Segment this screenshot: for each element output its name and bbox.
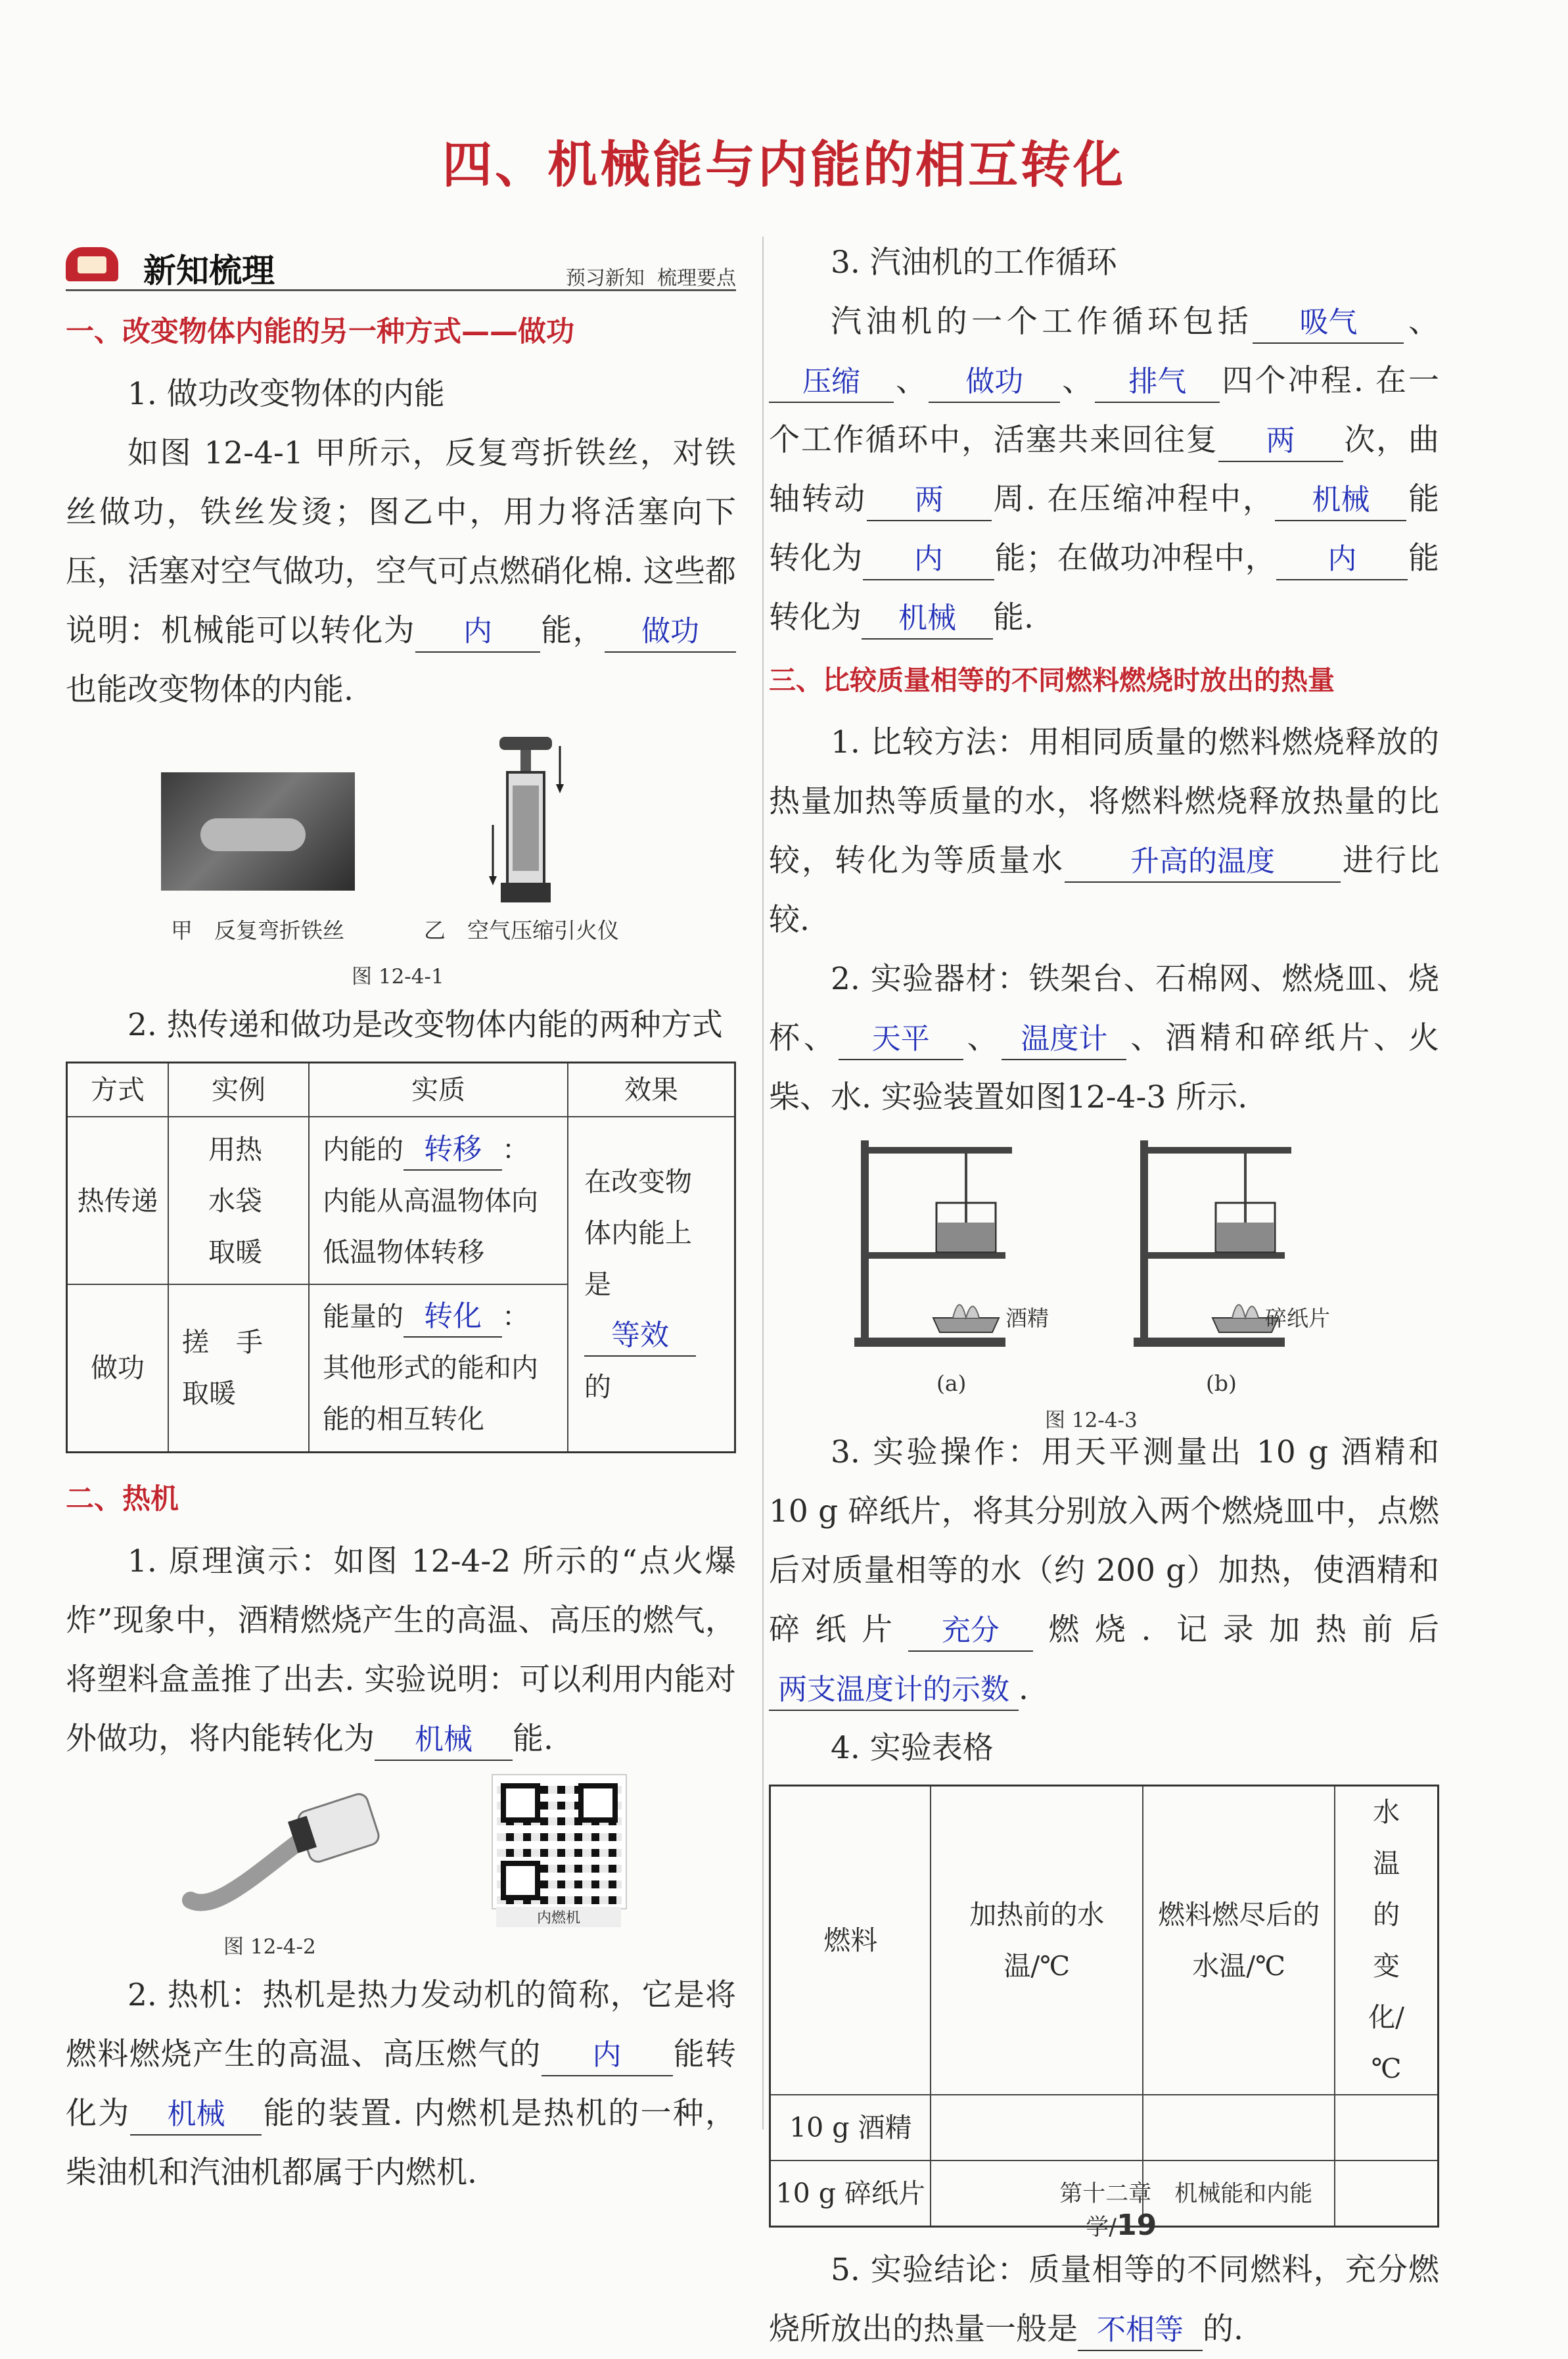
answer-blank: 排气 [1095, 362, 1220, 403]
subheading-1-1: 1. 做功改变物体的内能 [127, 376, 445, 412]
left-column [66, 299, 736, 2203]
figure-caption-a: 甲 反复弯折铁丝 [171, 918, 344, 943]
paragraph-2: 1. 原理演示：如图 12-4-2 所示的“点火爆炸”现象中，酒精燃烧产生的高温、高压的燃气，将塑料盒盖推了出去. 实验说明：可以利用内能对外做功，将内能转化为 机械 能. [66, 1532, 736, 1769]
table-cell: 搓 手取暖 [168, 1284, 309, 1452]
brand-mark: 学/ [1086, 2214, 1117, 2241]
page-footer [1045, 2149, 1312, 2242]
figure-label: 图 12-4-3 [1045, 1409, 1138, 1432]
table-cell [1335, 2160, 1438, 2226]
table-cell: 做功 [67, 1284, 169, 1452]
answer-blank: 温度计 [1002, 1019, 1126, 1060]
air-compression-igniter [486, 733, 578, 917]
comparison-table [66, 1062, 736, 1453]
table-header: 燃料 [770, 1786, 931, 2095]
table-row [67, 1117, 735, 1284]
table-cell: 用热水袋取暖 [168, 1117, 309, 1284]
answer-blank: 两 [1218, 421, 1343, 462]
paragraph-7: 3. 实验操作：用天平测量出 10 g 酒精和 10 g 碎纸片，将其分别放入两个燃烧皿中，点燃后对质量相等的水（约 200 g）加热，使酒精和碎纸片 充分 燃烧. 记录加热前后两支温度计的示数 . [769, 1423, 1439, 1719]
page-title: 四、机械能与内能的相互转化 [442, 135, 1126, 194]
section-3-heading: 三、比较质量相等的不同燃料燃烧时放出的热量 [769, 665, 1335, 696]
answer-blank: 内 [1276, 540, 1408, 580]
table-header: 实例 [168, 1063, 309, 1117]
section-1-heading: 一、改变物体内能的另一种方式——做功 [66, 315, 574, 348]
answer-blank: 做功 [929, 362, 1060, 403]
qr-label: 内燃机 [496, 1907, 621, 1927]
answer-blank: 转移 [404, 1130, 502, 1171]
answer-blank: 升高的温度 [1065, 842, 1341, 883]
label-paper: 碎纸片 [1265, 1305, 1330, 1331]
section-header [66, 245, 736, 291]
answer-blank: 两 [867, 480, 992, 521]
paragraph-8: 5. 实验结论：质量相等的不同燃料，充分燃烧所放出的热量一般是 不相等 的. [769, 2241, 1439, 2359]
column-divider [762, 237, 764, 2130]
subheading-3: 3. 汽油机的工作循环 [831, 245, 1117, 281]
table-header: 加热前的水温/℃ [931, 1786, 1143, 2095]
figure-caption-b: 乙 空气压缩引火仪 [424, 918, 619, 943]
answer-blank: 内 [863, 540, 994, 580]
table-cell: 10 g 酒精 [770, 2095, 931, 2160]
subheading-4: 4. 实验表格 [831, 1730, 994, 1766]
answer-blank: 做功 [605, 612, 736, 653]
label-a: (a) [936, 1370, 967, 1396]
answer-blank: 等效 [584, 1316, 696, 1357]
table-cell: 内能的 转移 ：内能从高温物体向低温物体转移 [309, 1117, 568, 1284]
table-header: 燃料燃尽后的水温/℃ [1143, 1786, 1335, 2095]
paragraph-3: 2. 热机：热机是热力发动机的简称，它是将燃料燃烧产生的高温、高压燃气的 内 能转化为 机械 能的装置. 内燃机是热机的一种，柴油机和汽油机都属于内燃机. [66, 1976, 737, 2191]
answer-blank: 内 [542, 2036, 673, 2076]
table-cell: 能量的 转化 ：其他形式的能和内能的相互转化 [309, 1284, 568, 1452]
answer-blank: 两支温度计的示数 [769, 1670, 1019, 1711]
paragraph-4: 汽油机的一个工作循环包括 吸气 、压缩 、 做功 、 排气 四个冲程. 在一个工作循环中，活塞共来回往复 两 次，曲轴转动 两 周. 在压缩冲程中， 机械 能转化为 内 能；在做功冲程中， 内 能转化为 机械 能. [769, 292, 1439, 647]
answer-blank: 不相等 [1078, 2310, 1203, 2351]
subheading-1-2: 2. 热传递和做功是改变物体内能的两种方式 [127, 1007, 723, 1043]
figure-12-4-1 [66, 733, 736, 996]
table-header: 实质 [309, 1063, 568, 1117]
qr-code [493, 1775, 626, 1908]
answer-blank: 机械 [375, 1720, 513, 1761]
answer-blank: 机械 [1275, 480, 1406, 521]
paragraph-1: 如图 12-4-1 甲所示，反复弯折铁丝，对铁丝做功，铁丝发烫；图乙中，用力将活塞向下压，活塞对空气做功，空气可点燃硝化棉. 这些都说明：机械能可以转化为 内 能， 做功也能改变物体的内能. [66, 435, 736, 708]
answer-blank: 吸气 [1253, 303, 1404, 344]
book-icon [66, 247, 118, 281]
badge-label: 新知梳理 [143, 252, 275, 290]
table-cell: 在改变物体内能上是等效的 [568, 1117, 735, 1452]
figure-12-4-3 [769, 1134, 1439, 1432]
bent-wire-photo [161, 772, 355, 891]
label-b: (b) [1206, 1370, 1237, 1396]
paragraph-5: 1. 比较方法：用相同质量的燃料燃烧释放的热量加热等质量的水，将燃料燃烧释放热量的比较，转化为等质量水 升高的温度 进行比较. [769, 724, 1439, 938]
figure-12-4-2 [66, 1775, 736, 1966]
answer-blank: 内 [415, 612, 540, 653]
header-tagline: 预习新知 梳理要点 [565, 267, 736, 290]
answer-blank: 压缩 [769, 362, 894, 403]
answer-blank: 机械 [130, 2095, 262, 2136]
table-cell: 10 g 碎纸片 [770, 2160, 931, 2226]
chapter-title: 第十二章 机械能和内能 [1059, 2181, 1313, 2207]
section-2-heading: 二、热机 [66, 1482, 179, 1516]
figure-label: 图 12-4-1 [352, 965, 444, 989]
answer-blank: 机械 [862, 599, 993, 640]
table-cell [1335, 2095, 1438, 2160]
answer-blank: 转化 [404, 1297, 502, 1338]
answer-blank: 充分 [908, 1611, 1033, 1652]
table-header: 效果 [568, 1063, 735, 1117]
answer-blank: 天平 [839, 1019, 963, 1060]
table-cell: 热传递 [67, 1117, 169, 1284]
right-column [769, 233, 1439, 2359]
label-alcohol: 酒精 [1005, 1305, 1049, 1331]
page-number: 19 [1117, 2208, 1157, 2242]
paragraph-6: 2. 实验器材：铁架台、石棉网、燃烧皿、烧杯、 天平 、 温度计 、酒精和碎纸片、火柴、水. 实验装置如图12-4-3 所示. [769, 961, 1440, 1115]
figure-label: 图 12-4-2 [223, 1934, 316, 1959]
table-header: 方式 [67, 1063, 169, 1117]
table-header: 水温的变化/℃ [1335, 1786, 1438, 2095]
ignition-device [177, 1788, 394, 1920]
